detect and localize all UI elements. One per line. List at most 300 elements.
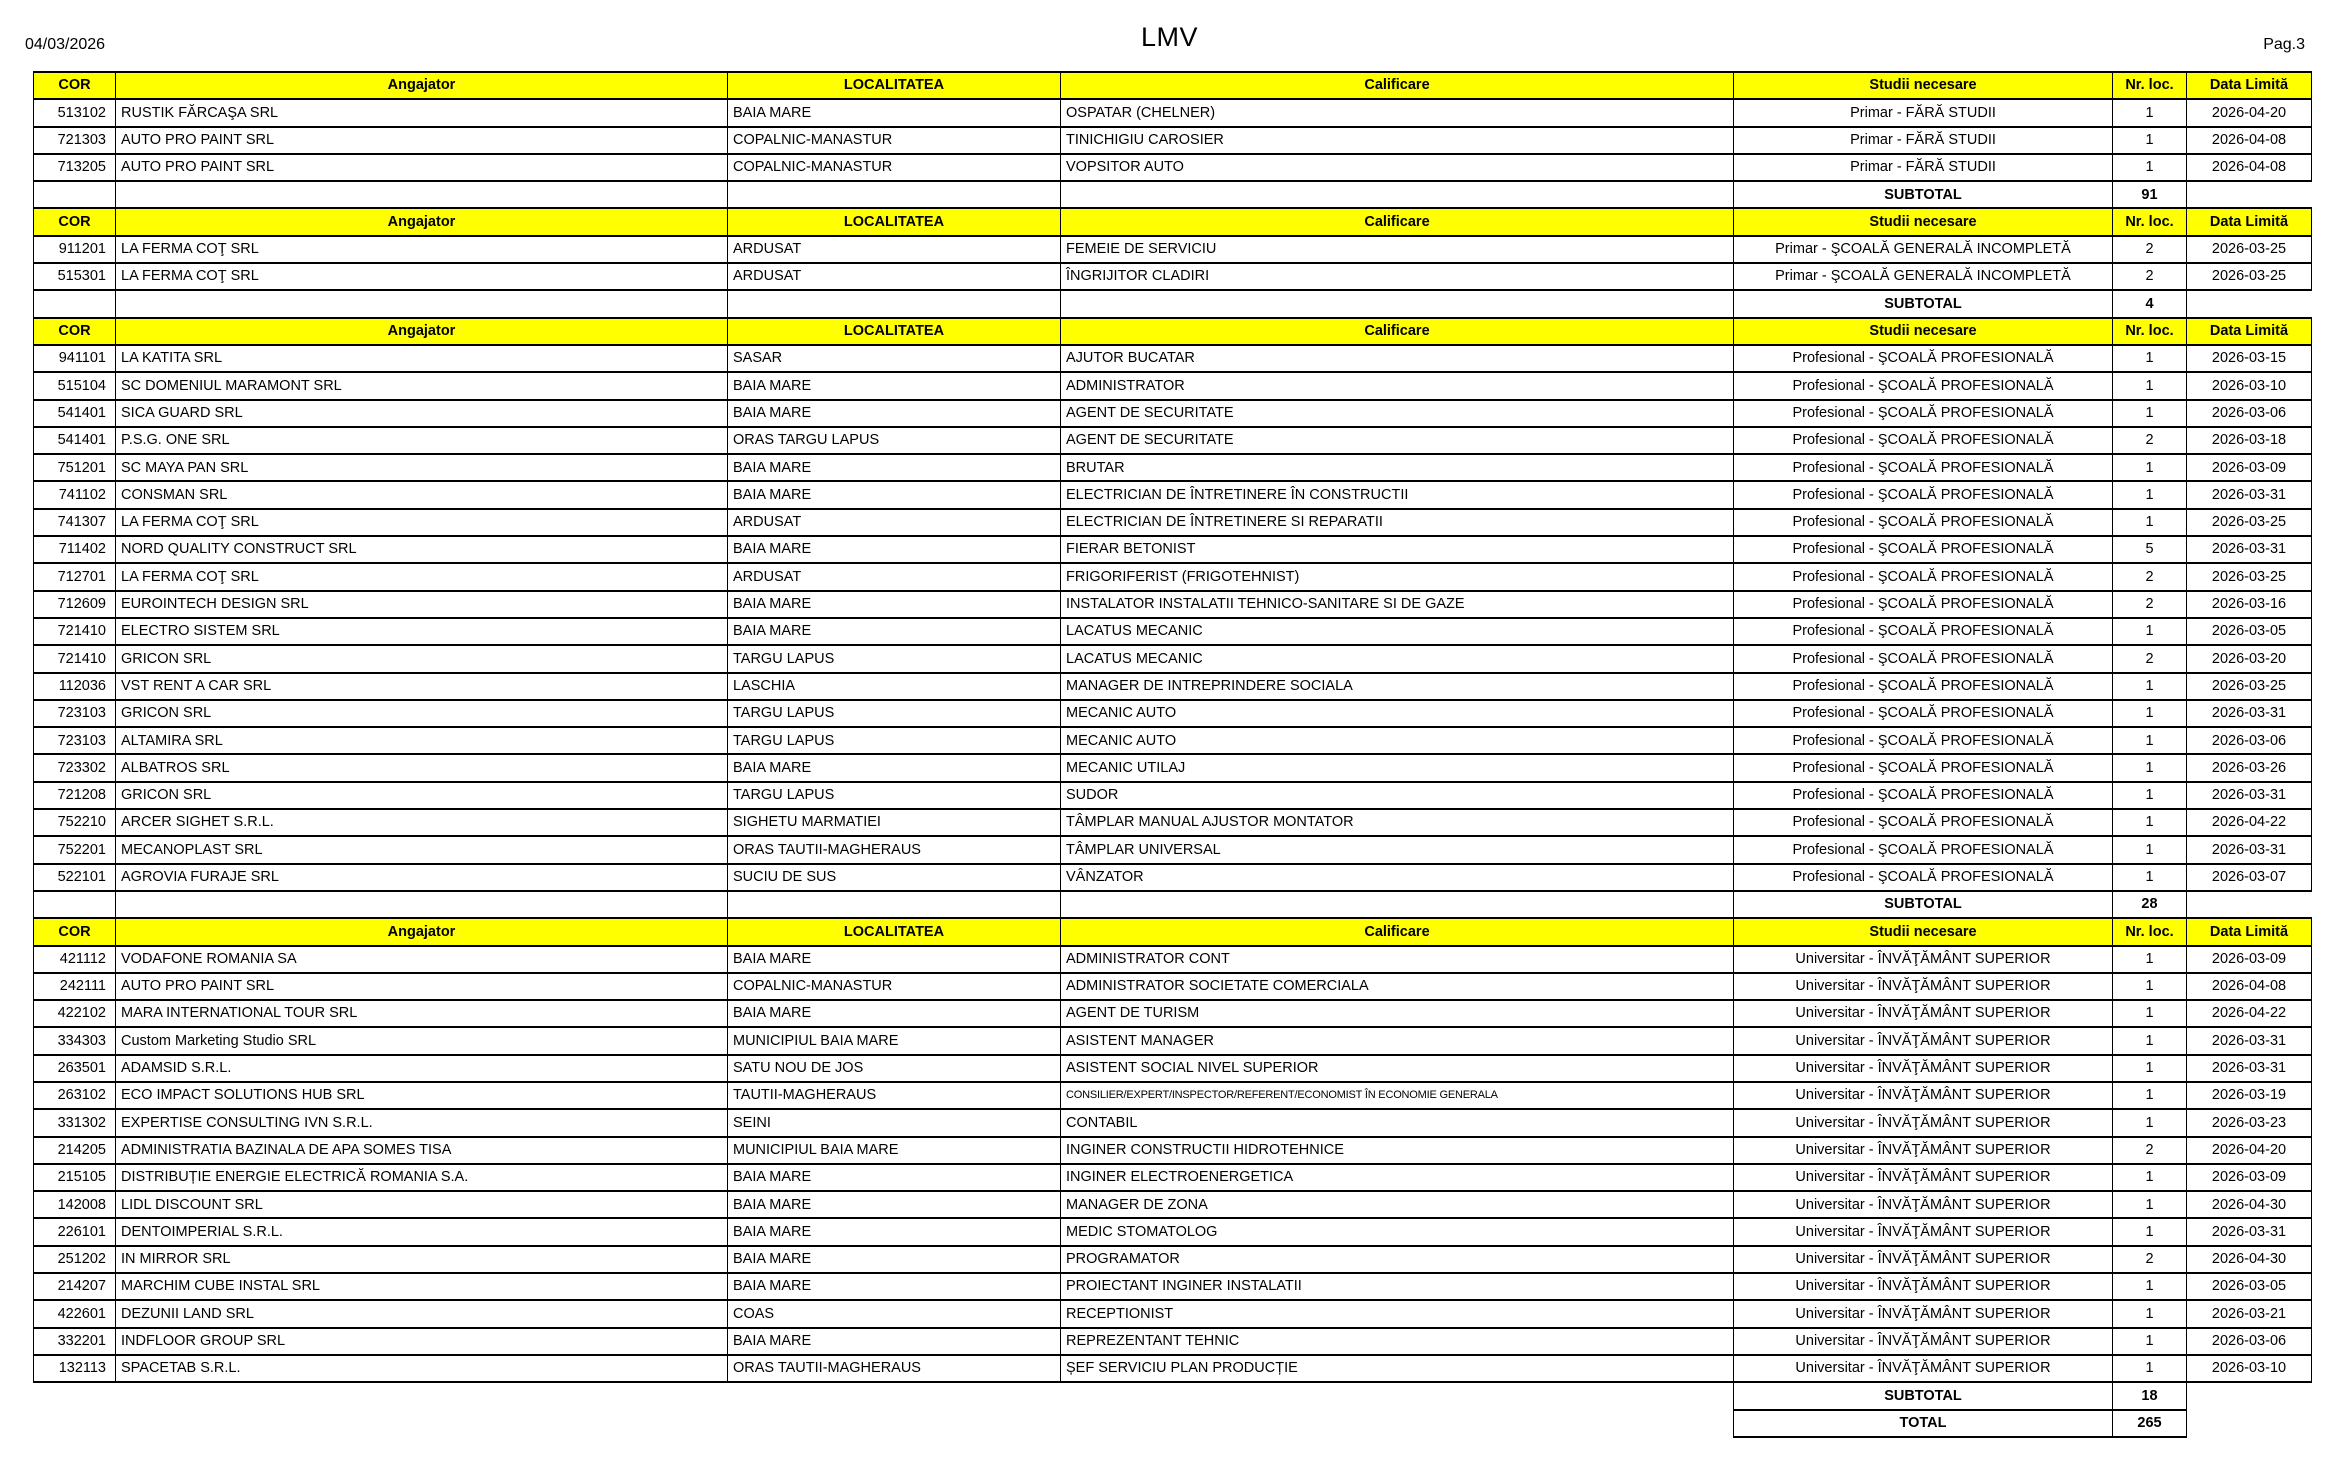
- cell-studii-necesare: Primar - ŞCOALĂ GENERALĂ INCOMPLETĂ: [1734, 236, 2113, 263]
- cell-nr-loc: 5: [2113, 536, 2187, 563]
- cell-data-limita: 2026-03-09: [2187, 946, 2312, 973]
- table-row: [34, 372, 2312, 399]
- cell-cor: 721303: [34, 127, 116, 154]
- section-header-row: [34, 208, 2312, 235]
- cell-data-limita: 2026-04-20: [2187, 1137, 2312, 1164]
- cell-nr-loc: 1: [2113, 127, 2187, 154]
- cell-data-limita: 2026-03-26: [2187, 754, 2312, 781]
- cell-calificare: ELECTRICIAN DE ÎNTRETINERE ÎN CONSTRUCTII: [1061, 481, 1734, 508]
- empty-cell: [728, 1410, 1061, 1437]
- cell-angajator: LA FERMA COŢ SRL: [116, 236, 728, 263]
- cell-nr-loc: 1: [2113, 481, 2187, 508]
- cell-studii-necesare: Universitar - ÎNVĂŢĂMÂNT SUPERIOR: [1734, 1137, 2113, 1164]
- col-header-studii-necesare: Studii necesare: [1734, 72, 2113, 99]
- cell-cor: 723103: [34, 727, 116, 754]
- cell-localitatea: ARDUSAT: [728, 563, 1061, 590]
- cell-angajator: ECO IMPACT SOLUTIONS HUB SRL: [116, 1082, 728, 1109]
- cell-cor: 522101: [34, 864, 116, 891]
- cell-nr-loc: 1: [2113, 727, 2187, 754]
- cell-cor: 723302: [34, 754, 116, 781]
- table-row: [34, 973, 2312, 1000]
- col-header-nr-loc: Nr. loc.: [2113, 918, 2187, 945]
- cell-calificare: TÂMPLAR UNIVERSAL: [1061, 836, 1734, 863]
- cell-studii-necesare: Profesional - ŞCOALĂ PROFESIONALĂ: [1734, 673, 2113, 700]
- subtotal-label: SUBTOTAL: [1734, 181, 2113, 208]
- cell-data-limita: 2026-03-05: [2187, 618, 2312, 645]
- cell-studii-necesare: Profesional - ŞCOALĂ PROFESIONALĂ: [1734, 591, 2113, 618]
- cell-data-limita: 2026-03-06: [2187, 727, 2312, 754]
- cell-data-limita: 2026-03-31: [2187, 700, 2312, 727]
- cell-localitatea: COAS: [728, 1300, 1061, 1327]
- cell-nr-loc: 2: [2113, 645, 2187, 672]
- col-header-angajator: Angajator: [116, 318, 728, 345]
- total-row: [34, 1410, 2312, 1437]
- cell-angajator: ADMINISTRATIA BAZINALA DE APA SOMES TISA: [116, 1137, 728, 1164]
- cell-nr-loc: 1: [2113, 154, 2187, 181]
- cell-localitatea: TARGU LAPUS: [728, 782, 1061, 809]
- cell-localitatea: BAIA MARE: [728, 99, 1061, 126]
- empty-cell: [1061, 1382, 1734, 1409]
- cell-cor: 226101: [34, 1218, 116, 1245]
- cell-localitatea: SEINI: [728, 1109, 1061, 1136]
- col-header-calificare: Calificare: [1061, 208, 1734, 235]
- table-row: [34, 509, 2312, 536]
- page-title: LMV: [1140, 22, 1199, 52]
- col-header-cor: COR: [34, 918, 116, 945]
- table-row: [34, 1055, 2312, 1082]
- cell-calificare: LACATUS MECANIC: [1061, 618, 1734, 645]
- cell-data-limita: 2026-04-22: [2187, 809, 2312, 836]
- cell-cor: 741307: [34, 509, 116, 536]
- empty-cell: [116, 891, 728, 918]
- table-row: [34, 946, 2312, 973]
- col-header-nr-loc: Nr. loc.: [2113, 72, 2187, 99]
- cell-localitatea: ORAS TAUTII-MAGHERAUS: [728, 836, 1061, 863]
- col-header-data-limita: Data Limită: [2187, 918, 2312, 945]
- cell-localitatea: MUNICIPIUL BAIA MARE: [728, 1137, 1061, 1164]
- cell-angajator: LA KATITA SRL: [116, 345, 728, 372]
- cell-nr-loc: 1: [2113, 1027, 2187, 1054]
- cell-localitatea: SIGHETU MARMATIEI: [728, 809, 1061, 836]
- col-header-cor: COR: [34, 208, 116, 235]
- cell-cor: 421112: [34, 946, 116, 973]
- cell-calificare: REPREZENTANT TEHNIC: [1061, 1328, 1734, 1355]
- col-header-data-limita: Data Limită: [2187, 72, 2312, 99]
- col-header-angajator: Angajator: [116, 72, 728, 99]
- table-row: [34, 700, 2312, 727]
- cell-data-limita: 2026-04-20: [2187, 99, 2312, 126]
- cell-cor: 142008: [34, 1191, 116, 1218]
- table-row: [34, 809, 2312, 836]
- cell-studii-necesare: Profesional - ŞCOALĂ PROFESIONALĂ: [1734, 427, 2113, 454]
- cell-studii-necesare: Universitar - ÎNVĂŢĂMÂNT SUPERIOR: [1734, 1191, 2113, 1218]
- cell-localitatea: ORAS TARGU LAPUS: [728, 427, 1061, 454]
- cell-calificare: CONTABIL: [1061, 1109, 1734, 1136]
- cell-cor: 215105: [34, 1164, 116, 1191]
- table-row: [34, 454, 2312, 481]
- cell-nr-loc: 1: [2113, 864, 2187, 891]
- cell-calificare: MECANIC UTILAJ: [1061, 754, 1734, 781]
- cell-localitatea: COPALNIC-MANASTUR: [728, 973, 1061, 1000]
- cell-studii-necesare: Universitar - ÎNVĂŢĂMÂNT SUPERIOR: [1734, 1027, 2113, 1054]
- cell-studii-necesare: Universitar - ÎNVĂŢĂMÂNT SUPERIOR: [1734, 946, 2113, 973]
- cell-studii-necesare: Profesional - ŞCOALĂ PROFESIONALĂ: [1734, 700, 2113, 727]
- cell-studii-necesare: Profesional - ŞCOALĂ PROFESIONALĂ: [1734, 345, 2113, 372]
- cell-data-limita: 2026-03-19: [2187, 1082, 2312, 1109]
- cell-data-limita: 2026-04-22: [2187, 1000, 2312, 1027]
- col-header-calificare: Calificare: [1061, 318, 1734, 345]
- total-value: 265: [2113, 1410, 2187, 1437]
- subtotal-value: 91: [2113, 181, 2187, 208]
- empty-cell: [2187, 181, 2312, 208]
- cell-angajator: P.S.G. ONE SRL: [116, 427, 728, 454]
- cell-localitatea: TAUTII-MAGHERAUS: [728, 1082, 1061, 1109]
- cell-calificare: TÂMPLAR MANUAL AJUSTOR MONTATOR: [1061, 809, 1734, 836]
- cell-localitatea: BAIA MARE: [728, 536, 1061, 563]
- cell-data-limita: 2026-03-10: [2187, 372, 2312, 399]
- cell-cor: 242111: [34, 973, 116, 1000]
- cell-data-limita: 2026-04-30: [2187, 1246, 2312, 1273]
- cell-data-limita: 2026-03-18: [2187, 427, 2312, 454]
- cell-calificare: FIERAR BETONIST: [1061, 536, 1734, 563]
- subtotal-value: 4: [2113, 290, 2187, 317]
- table-row: [34, 591, 2312, 618]
- cell-calificare: BRUTAR: [1061, 454, 1734, 481]
- cell-nr-loc: 1: [2113, 372, 2187, 399]
- cell-angajator: AUTO PRO PAINT SRL: [116, 154, 728, 181]
- section-header-row: [34, 918, 2312, 945]
- cell-calificare: AGENT DE SECURITATE: [1061, 400, 1734, 427]
- table-row: [34, 1300, 2312, 1327]
- cell-localitatea: COPALNIC-MANASTUR: [728, 127, 1061, 154]
- cell-nr-loc: 2: [2113, 236, 2187, 263]
- cell-studii-necesare: Primar - ŞCOALĂ GENERALĂ INCOMPLETĂ: [1734, 263, 2113, 290]
- empty-cell: [116, 1410, 728, 1437]
- cell-calificare: FEMEIE DE SERVICIU: [1061, 236, 1734, 263]
- cell-data-limita: 2026-03-31: [2187, 1218, 2312, 1245]
- col-header-angajator: Angajator: [116, 918, 728, 945]
- cell-angajator: LA FERMA COŢ SRL: [116, 509, 728, 536]
- cell-calificare: ÎNGRIJITOR CLADIRI: [1061, 263, 1734, 290]
- cell-nr-loc: 1: [2113, 1191, 2187, 1218]
- total-label: TOTAL: [1734, 1410, 2113, 1437]
- table-row: [34, 1000, 2312, 1027]
- cell-angajator: Custom Marketing Studio SRL: [116, 1027, 728, 1054]
- cell-cor: 752201: [34, 836, 116, 863]
- cell-nr-loc: 1: [2113, 946, 2187, 973]
- cell-cor: 515301: [34, 263, 116, 290]
- subtotal-label: SUBTOTAL: [1734, 290, 2113, 317]
- cell-calificare: MANAGER DE ZONA: [1061, 1191, 1734, 1218]
- empty-cell: [116, 181, 728, 208]
- cell-studii-necesare: Profesional - ŞCOALĂ PROFESIONALĂ: [1734, 509, 2113, 536]
- cell-angajator: NORD QUALITY CONSTRUCT SRL: [116, 536, 728, 563]
- col-header-nr-loc: Nr. loc.: [2113, 318, 2187, 345]
- cell-localitatea: COPALNIC-MANASTUR: [728, 154, 1061, 181]
- cell-studii-necesare: Universitar - ÎNVĂŢĂMÂNT SUPERIOR: [1734, 1109, 2113, 1136]
- cell-cor: 712609: [34, 591, 116, 618]
- cell-nr-loc: 1: [2113, 1300, 2187, 1327]
- table-row: [34, 673, 2312, 700]
- cell-calificare: RECEPTIONIST: [1061, 1300, 1734, 1327]
- cell-calificare: ADMINISTRATOR SOCIETATE COMERCIALA: [1061, 973, 1734, 1000]
- table-row: [34, 154, 2312, 181]
- cell-localitatea: BAIA MARE: [728, 754, 1061, 781]
- cell-cor: 752210: [34, 809, 116, 836]
- cell-cor: 331302: [34, 1109, 116, 1136]
- cell-studii-necesare: Profesional - ŞCOALĂ PROFESIONALĂ: [1734, 727, 2113, 754]
- col-header-localitatea: LOCALITATEA: [728, 918, 1061, 945]
- cell-calificare: MANAGER DE INTREPRINDERE SOCIALA: [1061, 673, 1734, 700]
- cell-calificare: TINICHIGIU CAROSIER: [1061, 127, 1734, 154]
- empty-cell: [728, 181, 1061, 208]
- empty-cell: [1061, 181, 1734, 208]
- cell-studii-necesare: Universitar - ÎNVĂŢĂMÂNT SUPERIOR: [1734, 1055, 2113, 1082]
- cell-cor: 721208: [34, 782, 116, 809]
- cell-localitatea: BAIA MARE: [728, 1273, 1061, 1300]
- cell-calificare: OSPATAR (CHELNER): [1061, 99, 1734, 126]
- col-header-angajator: Angajator: [116, 208, 728, 235]
- cell-angajator: MECANOPLAST SRL: [116, 836, 728, 863]
- table-row: [34, 1218, 2312, 1245]
- cell-localitatea: ORAS TAUTII-MAGHERAUS: [728, 1355, 1061, 1382]
- cell-data-limita: 2026-03-16: [2187, 591, 2312, 618]
- cell-cor: 541401: [34, 400, 116, 427]
- cell-cor: 214205: [34, 1137, 116, 1164]
- cell-cor: 422601: [34, 1300, 116, 1327]
- cell-localitatea: ARDUSAT: [728, 509, 1061, 536]
- col-header-localitatea: LOCALITATEA: [728, 72, 1061, 99]
- cell-localitatea: BAIA MARE: [728, 1191, 1061, 1218]
- empty-cell: [728, 1382, 1061, 1409]
- cell-calificare: ASISTENT SOCIAL NIVEL SUPERIOR: [1061, 1055, 1734, 1082]
- cell-calificare: ASISTENT MANAGER: [1061, 1027, 1734, 1054]
- cell-studii-necesare: Universitar - ÎNVĂŢĂMÂNT SUPERIOR: [1734, 1218, 2113, 1245]
- cell-nr-loc: 1: [2113, 1218, 2187, 1245]
- cell-data-limita: 2026-03-07: [2187, 864, 2312, 891]
- cell-data-limita: 2026-04-08: [2187, 127, 2312, 154]
- col-header-calificare: Calificare: [1061, 918, 1734, 945]
- cell-nr-loc: 1: [2113, 1082, 2187, 1109]
- cell-nr-loc: 1: [2113, 782, 2187, 809]
- empty-cell: [728, 290, 1061, 317]
- cell-studii-necesare: Universitar - ÎNVĂŢĂMÂNT SUPERIOR: [1734, 1164, 2113, 1191]
- cell-angajator: AUTO PRO PAINT SRL: [116, 973, 728, 1000]
- cell-cor: 334303: [34, 1027, 116, 1054]
- cell-angajator: LA FERMA COŢ SRL: [116, 263, 728, 290]
- total-row: [34, 1382, 2312, 1409]
- col-header-cor: COR: [34, 318, 116, 345]
- cell-angajator: EUROINTECH DESIGN SRL: [116, 591, 728, 618]
- cell-angajator: ELECTRO SISTEM SRL: [116, 618, 728, 645]
- cell-angajator: ADAMSID S.R.L.: [116, 1055, 728, 1082]
- cell-studii-necesare: Universitar - ÎNVĂŢĂMÂNT SUPERIOR: [1734, 1246, 2113, 1273]
- cell-data-limita: 2026-03-09: [2187, 1164, 2312, 1191]
- cell-angajator: LIDL DISCOUNT SRL: [116, 1191, 728, 1218]
- cell-nr-loc: 1: [2113, 1109, 2187, 1136]
- cell-data-limita: 2026-03-10: [2187, 1355, 2312, 1382]
- cell-localitatea: ARDUSAT: [728, 236, 1061, 263]
- cell-studii-necesare: Profesional - ŞCOALĂ PROFESIONALĂ: [1734, 754, 2113, 781]
- col-header-calificare: Calificare: [1061, 72, 1734, 99]
- cell-studii-necesare: Primar - FĂRĂ STUDII: [1734, 127, 2113, 154]
- cell-nr-loc: 1: [2113, 345, 2187, 372]
- cell-calificare: AJUTOR BUCATAR: [1061, 345, 1734, 372]
- table-row: [34, 1191, 2312, 1218]
- cell-data-limita: 2026-03-25: [2187, 509, 2312, 536]
- empty-cell: [1061, 891, 1734, 918]
- cell-angajator: RUSTIK FĂRCAŞA SRL: [116, 99, 728, 126]
- cell-studii-necesare: Primar - FĂRĂ STUDII: [1734, 99, 2113, 126]
- table-row: [34, 345, 2312, 372]
- cell-cor: 112036: [34, 673, 116, 700]
- cell-data-limita: 2026-03-25: [2187, 563, 2312, 590]
- cell-localitatea: SATU NOU DE JOS: [728, 1055, 1061, 1082]
- cell-localitatea: MUNICIPIUL BAIA MARE: [728, 1027, 1061, 1054]
- cell-localitatea: BAIA MARE: [728, 1328, 1061, 1355]
- subtotal-row: [34, 891, 2312, 918]
- cell-data-limita: 2026-03-21: [2187, 1300, 2312, 1327]
- cell-angajator: GRICON SRL: [116, 782, 728, 809]
- cell-angajator: SICA GUARD SRL: [116, 400, 728, 427]
- table-row: [34, 99, 2312, 126]
- cell-angajator: DENTOIMPERIAL S.R.L.: [116, 1218, 728, 1245]
- cell-studii-necesare: Universitar - ÎNVĂŢĂMÂNT SUPERIOR: [1734, 1355, 2113, 1382]
- cell-nr-loc: 1: [2113, 973, 2187, 1000]
- cell-cor: 713205: [34, 154, 116, 181]
- cell-cor: 251202: [34, 1246, 116, 1273]
- cell-studii-necesare: Universitar - ÎNVĂŢĂMÂNT SUPERIOR: [1734, 1082, 2113, 1109]
- empty-cell: [2187, 1410, 2312, 1437]
- total-value: 18: [2113, 1382, 2187, 1409]
- table-row: [34, 1027, 2312, 1054]
- cell-localitatea: TARGU LAPUS: [728, 727, 1061, 754]
- cell-calificare: ADMINISTRATOR CONT: [1061, 946, 1734, 973]
- cell-studii-necesare: Profesional - ŞCOALĂ PROFESIONALĂ: [1734, 481, 2113, 508]
- table-row: [34, 127, 2312, 154]
- cell-cor: 132113: [34, 1355, 116, 1382]
- empty-cell: [34, 891, 116, 918]
- table-row: [34, 263, 2312, 290]
- cell-angajator: GRICON SRL: [116, 645, 728, 672]
- cell-studii-necesare: Universitar - ÎNVĂŢĂMÂNT SUPERIOR: [1734, 1328, 2113, 1355]
- cell-data-limita: 2026-03-15: [2187, 345, 2312, 372]
- cell-localitatea: ARDUSAT: [728, 263, 1061, 290]
- cell-cor: 515104: [34, 372, 116, 399]
- cell-calificare: VOPSITOR AUTO: [1061, 154, 1734, 181]
- cell-nr-loc: 1: [2113, 809, 2187, 836]
- cell-angajator: MARCHIM CUBE INSTAL SRL: [116, 1273, 728, 1300]
- col-header-localitatea: LOCALITATEA: [728, 318, 1061, 345]
- cell-nr-loc: 1: [2113, 454, 2187, 481]
- cell-angajator: SPACETAB S.R.L.: [116, 1355, 728, 1382]
- cell-calificare: PROGRAMATOR: [1061, 1246, 1734, 1273]
- cell-data-limita: 2026-03-20: [2187, 645, 2312, 672]
- cell-angajator: IN MIRROR SRL: [116, 1246, 728, 1273]
- cell-localitatea: SUCIU DE SUS: [728, 864, 1061, 891]
- subtotal-label: SUBTOTAL: [1734, 891, 2113, 918]
- cell-nr-loc: 2: [2113, 1137, 2187, 1164]
- total-label: SUBTOTAL: [1734, 1382, 2113, 1409]
- cell-data-limita: 2026-03-05: [2187, 1273, 2312, 1300]
- cell-cor: 214207: [34, 1273, 116, 1300]
- cell-data-limita: 2026-03-06: [2187, 400, 2312, 427]
- table-row: [34, 645, 2312, 672]
- cell-nr-loc: 1: [2113, 700, 2187, 727]
- cell-calificare: AGENT DE TURISM: [1061, 1000, 1734, 1027]
- col-header-nr-loc: Nr. loc.: [2113, 208, 2187, 235]
- cell-localitatea: LASCHIA: [728, 673, 1061, 700]
- col-header-studii-necesare: Studii necesare: [1734, 918, 2113, 945]
- cell-data-limita: 2026-03-31: [2187, 1027, 2312, 1054]
- empty-cell: [1061, 1410, 1734, 1437]
- table-row: [34, 1109, 2312, 1136]
- cell-data-limita: 2026-03-23: [2187, 1109, 2312, 1136]
- empty-cell: [2187, 891, 2312, 918]
- cell-studii-necesare: Universitar - ÎNVĂŢĂMÂNT SUPERIOR: [1734, 973, 2113, 1000]
- cell-studii-necesare: Profesional - ŞCOALĂ PROFESIONALĂ: [1734, 400, 2113, 427]
- cell-data-limita: 2026-03-25: [2187, 673, 2312, 700]
- cell-localitatea: BAIA MARE: [728, 1000, 1061, 1027]
- cell-calificare: INGINER CONSTRUCTII HIDROTEHNICE: [1061, 1137, 1734, 1164]
- cell-angajator: DEZUNII LAND SRL: [116, 1300, 728, 1327]
- table-row: [34, 1082, 2312, 1109]
- cell-data-limita: 2026-04-08: [2187, 154, 2312, 181]
- empty-cell: [116, 1382, 728, 1409]
- cell-localitatea: BAIA MARE: [728, 400, 1061, 427]
- cell-calificare: ADMINISTRATOR: [1061, 372, 1734, 399]
- col-header-studii-necesare: Studii necesare: [1734, 318, 2113, 345]
- cell-angajator: VST RENT A CAR SRL: [116, 673, 728, 700]
- cell-localitatea: SASAR: [728, 345, 1061, 372]
- cell-angajator: MARA INTERNATIONAL TOUR SRL: [116, 1000, 728, 1027]
- cell-nr-loc: 1: [2113, 618, 2187, 645]
- cell-angajator: VODAFONE ROMANIA SA: [116, 946, 728, 973]
- cell-calificare: AGENT DE SECURITATE: [1061, 427, 1734, 454]
- cell-studii-necesare: Profesional - ŞCOALĂ PROFESIONALĂ: [1734, 809, 2113, 836]
- table-row: [34, 1355, 2312, 1382]
- table-row: [34, 1137, 2312, 1164]
- cell-data-limita: 2026-04-30: [2187, 1191, 2312, 1218]
- cell-localitatea: TARGU LAPUS: [728, 700, 1061, 727]
- cell-studii-necesare: Profesional - ŞCOALĂ PROFESIONALĂ: [1734, 864, 2113, 891]
- cell-angajator: SC DOMENIUL MARAMONT SRL: [116, 372, 728, 399]
- cell-nr-loc: 1: [2113, 1273, 2187, 1300]
- cell-nr-loc: 1: [2113, 400, 2187, 427]
- cell-calificare: MEDIC STOMATOLOG: [1061, 1218, 1734, 1245]
- cell-data-limita: 2026-03-31: [2187, 1055, 2312, 1082]
- cell-calificare: LACATUS MECANIC: [1061, 645, 1734, 672]
- cell-data-limita: 2026-03-06: [2187, 1328, 2312, 1355]
- cell-cor: 741102: [34, 481, 116, 508]
- cell-data-limita: 2026-04-08: [2187, 973, 2312, 1000]
- cell-nr-loc: 1: [2113, 1164, 2187, 1191]
- cell-angajator: ALTAMIRA SRL: [116, 727, 728, 754]
- cell-cor: 263501: [34, 1055, 116, 1082]
- cell-data-limita: 2026-03-25: [2187, 263, 2312, 290]
- cell-cor: 712701: [34, 563, 116, 590]
- subtotal-row: [34, 290, 2312, 317]
- cell-localitatea: BAIA MARE: [728, 1218, 1061, 1245]
- table-row: [34, 563, 2312, 590]
- cell-studii-necesare: Universitar - ÎNVĂŢĂMÂNT SUPERIOR: [1734, 1300, 2113, 1327]
- report-date: 04/03/2026: [25, 36, 106, 53]
- cell-nr-loc: 2: [2113, 427, 2187, 454]
- table-row: [34, 1164, 2312, 1191]
- cell-studii-necesare: Profesional - ŞCOALĂ PROFESIONALĂ: [1734, 454, 2113, 481]
- cell-studii-necesare: Primar - FĂRĂ STUDII: [1734, 154, 2113, 181]
- cell-localitatea: BAIA MARE: [728, 481, 1061, 508]
